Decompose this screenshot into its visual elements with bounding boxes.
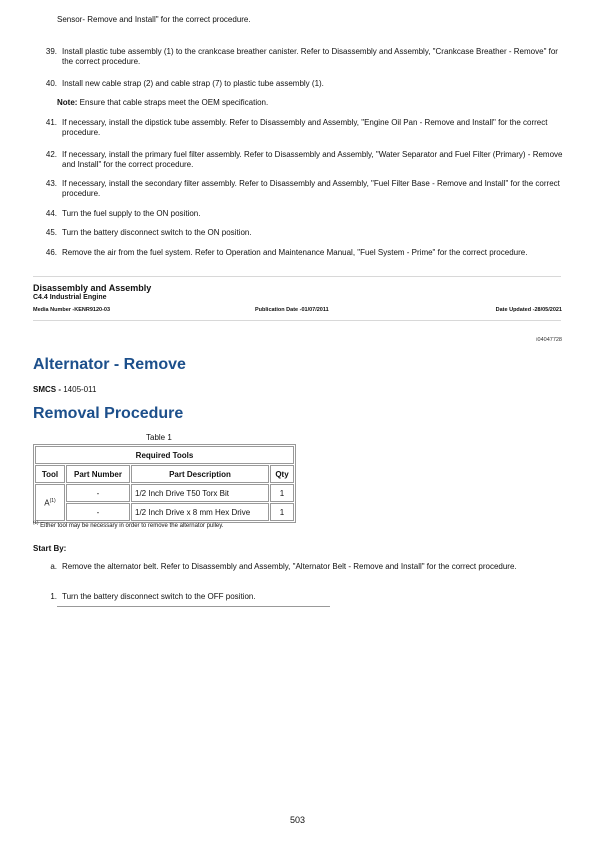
step-number: 1. — [50, 592, 57, 601]
document-subtitle: C4.4 Industrial Engine — [33, 294, 107, 301]
list-item — [37, 179, 567, 199]
list-item — [37, 118, 567, 138]
footnote-marker: (1) — [49, 497, 56, 504]
step-text: Remove the air from the fuel system. Refer to Operation and Maintenance Manual, "Fuel System - Prime" for the correct procedure. — [62, 248, 528, 257]
list-item — [37, 209, 567, 219]
step-text: Remove the alternator belt. Refer to Disassembly and Assembly, "Alternator Belt - Remove and Install" for the correct procedure. — [62, 562, 517, 571]
footnote-mark: (1) — [33, 520, 39, 525]
smcs-value: 1405-011 — [61, 385, 97, 394]
divider — [33, 276, 561, 277]
list-item — [37, 562, 567, 572]
step-number: 44. — [45, 209, 57, 218]
step-text: Install new cable strap (2) and cable strap (7) to plastic tube assembly (1). — [62, 79, 324, 88]
description-cell: 1/2 Inch Drive x 8 mm Hex Drive — [131, 503, 269, 521]
column-header: Tool — [35, 465, 65, 483]
continuation-text: Sensor- Remove and Install" for the correct procedure. — [57, 15, 251, 24]
column-header: Part Description — [131, 465, 269, 483]
list-item — [37, 79, 567, 89]
step-text: Turn the battery disconnect switch to the OFF position. — [62, 592, 256, 601]
part-number-cell: - — [66, 484, 130, 502]
table-title: Required Tools — [35, 446, 294, 464]
column-header: Qty — [270, 465, 294, 483]
step-letter: a. — [50, 562, 57, 571]
step-number: 45. — [45, 228, 57, 237]
step-text: If necessary, install the primary fuel filter assembly. Refer to Disassembly and Assembly, "Water Separator and Fuel Filter (Primary) - Remove and Install" for the correct procedure. — [62, 150, 563, 169]
list-item — [37, 228, 567, 238]
step-text: Install plastic tube assembly (1) to the crankcase breather canister. Refer to Disassembly and Assembly, "Crankcase Breather - Remove" for the correct procedure. — [62, 47, 558, 66]
start-by-label: Start By: — [33, 544, 67, 553]
note-label: Note: — [57, 98, 78, 107]
table-row — [35, 484, 294, 502]
publication-date: Publication Date -01/07/2011 — [255, 307, 329, 313]
list-item — [37, 592, 567, 602]
tool-cell — [35, 484, 65, 521]
page-number: 503 — [289, 815, 306, 825]
smcs-code — [33, 385, 96, 394]
document-id: i04047728 — [536, 337, 562, 343]
media-number: Media Number -KENR9120-03 — [33, 307, 111, 313]
step-number: 41. — [45, 118, 57, 127]
list-item — [37, 47, 567, 67]
step-text: If necessary, install the dipstick tube assembly. Refer to Disassembly and Assembly, "Engine Oil Pan - Remove and Install" for the correct procedure. — [62, 118, 548, 137]
description-cell: 1/2 Inch Drive T50 Torx Bit — [131, 484, 269, 502]
footnote-text: Either tool may be necessary in order to remove the alternator pulley. — [38, 523, 224, 529]
list-item — [37, 248, 567, 258]
step-text: If necessary, install the secondary filter assembly. Refer to Disassembly and Assembly, "Fuel Filter Base - Remove and Install" for the correct procedure. — [62, 179, 560, 198]
required-tools-table — [33, 444, 296, 523]
step-text: Turn the fuel supply to the ON position. — [62, 209, 201, 218]
step-number: 39. — [45, 47, 57, 56]
table-caption: Table 1 — [146, 433, 172, 442]
table-footnote — [33, 520, 223, 529]
qty-cell: 1 — [270, 503, 294, 521]
smcs-label: SMCS - — [33, 385, 61, 394]
divider — [57, 606, 330, 607]
list-item — [37, 150, 567, 170]
date-updated: Date Updated -28/05/2021 — [495, 307, 562, 313]
step-text: Turn the battery disconnect switch to the ON position. — [62, 228, 252, 237]
document-title: Disassembly and Assembly — [33, 283, 152, 293]
part-number-cell: - — [66, 503, 130, 521]
section-heading: Alternator - Remove — [33, 356, 186, 373]
step-number: 43. — [45, 179, 57, 188]
subsection-heading: Removal Procedure — [33, 405, 184, 422]
qty-cell: 1 — [270, 484, 294, 502]
column-header: Part Number — [66, 465, 130, 483]
divider — [33, 320, 561, 321]
step-number: 40. — [45, 79, 57, 88]
tool-letter: A — [44, 498, 50, 508]
step-number: 42. — [45, 150, 57, 159]
note-text: Ensure that cable straps meet the OEM specification. — [77, 98, 269, 107]
table-header-row — [35, 465, 294, 483]
table-row — [35, 503, 294, 521]
table-title-row — [35, 446, 294, 464]
note — [57, 98, 268, 108]
step-number: 46. — [45, 248, 57, 257]
